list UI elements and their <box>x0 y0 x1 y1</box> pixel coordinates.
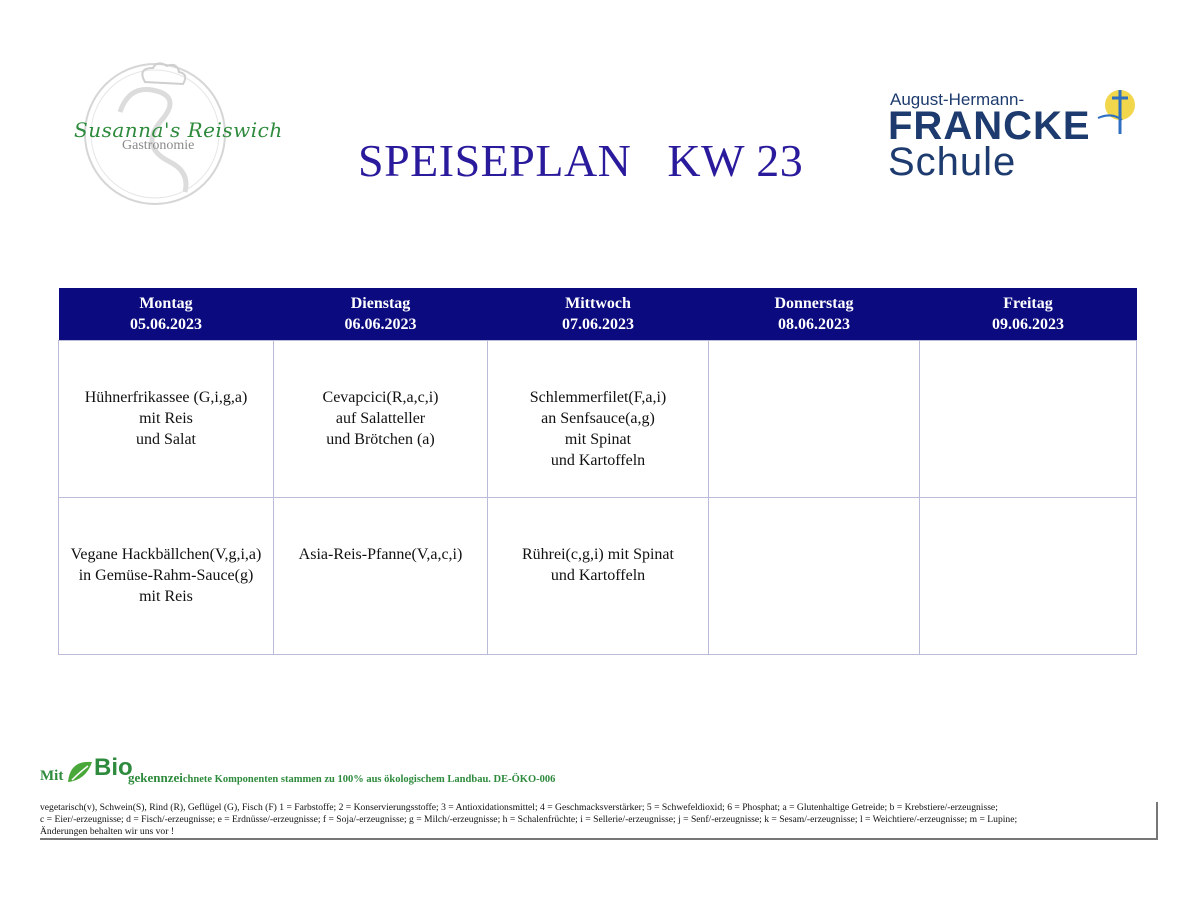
menu-cell: Cevapcici(R,a,c,i) auf Salatteller und Brötchen (a) <box>274 341 488 498</box>
day-header-wednesday: Mittwoch 07.06.2023 <box>488 288 709 341</box>
bio-statement: gekennzeichnete Komponenten stammen zu 100% aus ökologischem Landbau. DE-ÖKO-006 <box>128 770 556 785</box>
school-logo-line1: August-Hermann- <box>890 90 1025 109</box>
table-header-row <box>59 288 1137 341</box>
school-logo-line2: FRANCKE <box>888 104 1091 148</box>
menu-cell: Vegane Hackbällchen(V,g,i,a) in Gemüse-Rahm-Sauce(g) mit Reis <box>59 498 274 655</box>
school-emblem-icon <box>1088 88 1138 138</box>
day-header-monday: Montag 05.06.2023 <box>59 288 274 341</box>
menu-cell: Hühnerfrikassee (G,i,g,a) mit Reis und Salat <box>59 341 274 498</box>
menu-cell <box>920 498 1137 655</box>
table-row <box>59 498 1137 655</box>
legend-line: c = Eier/-erzeugnisse; d = Fisch/-erzeugnisse; e = Erdnüsse/-erzeugnisse; f = Soja/-erzeugnisse; g = Milch/-erzeugnisse; h = Schalenfrüchte; i = Sellerie/-erzeugnisse; j = Senf/-erzeugnisse; k = Sesam/-erzeugnisse; l = Weichtiere/-erzeugnisse; m = Lupine; <box>40 814 1018 825</box>
caterer-name: Susanna's Reiswich <box>74 118 283 142</box>
day-header-tuesday: Dienstag 06.06.2023 <box>274 288 488 341</box>
day-header-thursday: Donnerstag 08.06.2023 <box>709 288 920 341</box>
menu-cell <box>709 498 920 655</box>
page-title: SPEISEPLAN KW 23 <box>358 135 804 186</box>
menu-table <box>58 288 1137 655</box>
school-logo <box>888 88 1148 188</box>
legend-line: vegetarisch(v), Schwein(S), Rind (R), Geflügel (G), Fisch (F) 1 = Farbstoffe; 2 = Konservierungsstoffe; 3 = Antioxidationsmittel; 4 = Geschmacksverstärker; 5 = Schwefeldioxid; 6 = Phosphat; a = Glutenhaltige Getreide; b = Krebstiere/-erzeugnisse; <box>40 802 998 813</box>
menu-cell: Schlemmerfilet(F,a,i) an Senfsauce(a,g) mit Spinat und Kartoffeln <box>488 341 709 498</box>
menu-cell: Asia-Reis-Pfanne(V,a,c,i) <box>274 498 488 655</box>
caterer-logo <box>60 52 283 222</box>
menu-cell <box>920 341 1137 498</box>
caterer-subtitle: Gastronomie <box>122 138 195 153</box>
legend-line: Änderungen behalten wir uns vor ! <box>40 826 175 837</box>
day-header-friday: Freitag 09.06.2023 <box>920 288 1137 341</box>
bio-word: Bio <box>94 754 133 781</box>
menu-cell <box>709 341 920 498</box>
school-logo-line3: Schule <box>888 140 1017 184</box>
menu-cell: Rührei(c,g,i) mit Spinat und Kartoffeln <box>488 498 709 655</box>
allergen-legend <box>40 802 1158 840</box>
table-row <box>59 341 1137 498</box>
bio-mit-text: Mit <box>40 768 64 784</box>
